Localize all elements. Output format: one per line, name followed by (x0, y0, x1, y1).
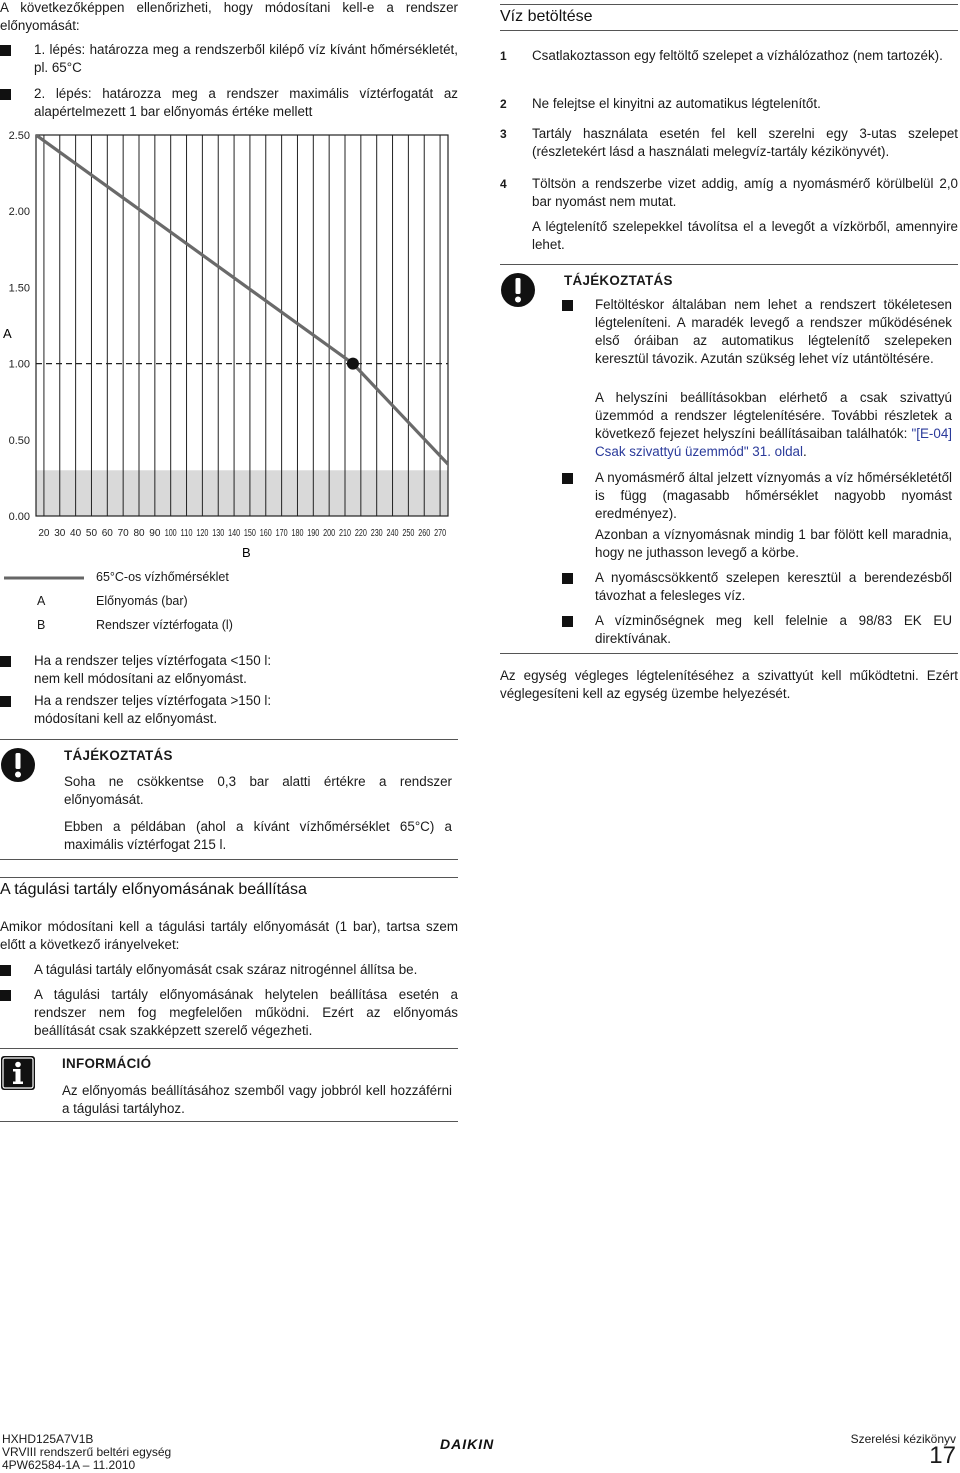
right-section-rule (500, 4, 958, 5)
x-tick-label: 40 (70, 528, 82, 539)
series-line-65c (36, 135, 460, 481)
bullet-square-icon (0, 965, 11, 976)
section-bullet-2: A tágulási tartály előnyomásának helytelen beállítása esetén a rendszer nem fog megfelelően működni. Ezért az előnyomás beállítását csak szakképzett szerelő végezheti. (0, 986, 458, 1040)
rule-above-150: Ha a rendszer teljes víztérfogata >150 l: módosítani kell az előnyomást. (0, 692, 300, 728)
x-tick-label: 170 (275, 528, 288, 539)
x-tick-label: 160 (259, 528, 273, 539)
y-tick-label: 0.50 (8, 434, 30, 447)
daikin-logo: DAIKIN (440, 1436, 495, 1452)
section-rule (0, 877, 458, 878)
x-tick-label: 150 (243, 528, 257, 539)
rule-below-150: Ha a rendszer teljes víztérfogata <150 l: nem kell módosítani az előnyomást. (0, 652, 300, 688)
x-tick-label: 260 (418, 528, 431, 539)
right-notice-bullet-3: A nyomáscsökkentő szelepen keresztül a berendezésből távozhat a felesleges víz. (562, 569, 952, 605)
x-tick-label: 220 (354, 528, 368, 539)
footer-page-number: 17 (929, 1442, 956, 1469)
y-tick-label: 0.00 (8, 511, 30, 523)
info-text: Az előnyomás beállításához szemből vagy jobbról kell hozzáférni a tágulási tartályhoz. (62, 1083, 452, 1116)
x-tick-label: 190 (307, 528, 320, 539)
x-tick-label: 110 (180, 528, 193, 539)
x-tick-label: 120 (196, 528, 209, 539)
right-notice-bottom-rule (500, 653, 958, 654)
y-tick-label: 1.50 (8, 282, 30, 295)
x-tick-label: 180 (291, 528, 304, 539)
bullet-square-icon (0, 89, 11, 100)
chart-y-ticks (9, 130, 30, 523)
footer-unit: VRVIII rendszerű beltéri egység (2, 1445, 172, 1459)
x-tick-label: 100 (164, 528, 178, 539)
info-bottom-rule (0, 1121, 458, 1122)
right-notice-bullet-1b: A helyszíni beállításokban elérhető a csak szivattyú üzemmód a rendszer légtelenítésére. További részletek a következő fejezet helyszíni beállításaiban találhatók: "[E-04] Csak szivattyú üzemmód" 31. oldal. (595, 390, 952, 459)
chart-y-axis-label: A (3, 326, 12, 341)
step-2: 2. lépés: határozza meg a rendszer maximális víztérfogatát az alapértelmezett 1 bar előnyomás értéke mellett (0, 85, 458, 121)
warning-icon (0, 747, 36, 783)
x-tick-label: 200 (323, 528, 336, 539)
bullet-square-icon (562, 573, 573, 584)
max-volume-marker (347, 358, 359, 370)
closing-text: Az egység végleges légtelenítéséhez a szivattyút kell működtetni. Ezért véglegesíteni kell az egység üzembe helyezését. (500, 668, 958, 701)
footer-left (2, 1433, 302, 1472)
x-tick-label: 90 (149, 528, 161, 539)
chart-x-ticks (38, 528, 446, 539)
right-notice-bullet-1: Feltöltéskor általában nem lehet a rendszert tökéletesen légteleníteni. A maradék levegő a rendszer működésének első óráiban az automatikus légtelenítő szelepeken keresztül távozik. Azután szükség lehet víz utántöltésére. (562, 296, 952, 368)
x-tick-label: 20 (38, 528, 50, 539)
pressure-volume-chart (0, 128, 460, 688)
x-tick-label: 240 (386, 528, 399, 539)
right-notice-bullet-2b: Azonban a víznyomásnak mindig 1 bar fölött kell maradnia, hogy ne juthasson levegő a körbe. (595, 527, 952, 560)
legend-line-icon (4, 573, 84, 583)
right-notice-top-rule (500, 264, 958, 265)
x-tick-label: 140 (228, 528, 241, 539)
info-icon (0, 1055, 36, 1091)
section-title-water: Víz betöltése (500, 8, 593, 25)
footer-manual: Szerelési kézikönyv (850, 1432, 956, 1446)
right-notice-title: TÁJÉKOZTATÁS (564, 273, 673, 288)
bullet-square-icon (0, 656, 11, 667)
x-tick-label: 50 (85, 528, 98, 539)
bullet-square-icon (0, 696, 11, 707)
water-step-3: 3 Tartály használata esetén fel kell szerelni egy 3-utas szelepet (részletekért lásd a használati melegvíz-tartály kézikönyvét). (500, 126, 958, 159)
section-intro: Amikor módosítani kell a tágulási tartály előnyomását (1 bar), tartsa szem előtt a következő irányelveket: (0, 919, 458, 952)
right-notice-bullet-4: A vízminőségnek meg kell felelnie a 98/83 EK EU direktívának. (562, 612, 952, 648)
x-tick-label: 130 (212, 528, 225, 539)
info-title: INFORMÁCIÓ (62, 1056, 152, 1071)
y-tick-label: 2.00 (8, 206, 30, 219)
water-step-4-extra: A légtelenítő szelepekkel távolítsa el a levegőt a vízkörből, amennyire lehet. (532, 219, 958, 252)
section-bullet-1: A tágulási tartály előnyomását csak száraz nitrogénnel állítsa be. (0, 961, 458, 979)
x-tick-label: 270 (434, 528, 447, 539)
bullet-square-icon (0, 45, 11, 56)
intro-text: A következőképpen ellenőrizheti, hogy módosítani kell-e a rendszer előnyomását: (0, 0, 458, 33)
water-step-2: 2 Ne felejtse el kinyitni az automatikus légtelenítőt. (500, 96, 821, 111)
x-tick-label: 250 (402, 528, 415, 539)
chart-frame (36, 135, 448, 516)
x-tick-label: 60 (101, 528, 113, 539)
notice-top-rule (0, 739, 458, 740)
right-section-rule-2 (500, 30, 958, 31)
x-tick-label: 80 (133, 528, 145, 539)
warning-icon (500, 272, 536, 308)
right-notice-bullet-2: A nyomásmérő által jelzett víznyomás a víz hőmérsékletétől is függ (magasabb hőmérséklet nagyobb nyomást eredményez). (562, 469, 952, 523)
water-step-1: 1 Csatlakoztasson egy feltöltő szelepet a vízhálózathoz (nem tartozék). (500, 48, 943, 63)
field-setting-link[interactable]: "[E-04] Csak szivattyú üzemmód" 31. oldal (595, 426, 952, 459)
section-title-expansion: A tágulási tartály előnyomásának beállítása (0, 881, 307, 898)
bullet-square-icon (562, 473, 573, 484)
notice-bottom-rule (0, 859, 458, 860)
footer-model: HXHD125A7V1B (2, 1432, 94, 1446)
bullet-square-icon (562, 300, 573, 311)
footer-doc: 4PW62584-1A – 11.2010 (2, 1458, 136, 1472)
x-tick-label: 30 (54, 528, 66, 539)
notice-text-2: Ebben a példában (ahol a kívánt vízhőmérséklet 65°C) a maximális víztérfogat 215 l. (64, 819, 452, 852)
chart-x-axis-label: B (242, 545, 251, 560)
notice-text-1: Soha ne csökkentse 0,3 bar alatti értékre a rendszer előnyomását. (64, 774, 452, 807)
y-tick-label: 1.00 (8, 358, 30, 371)
bullet-square-icon (0, 990, 11, 1001)
x-tick-label: 210 (339, 528, 352, 539)
chart-grid (36, 135, 448, 516)
x-tick-label: 70 (117, 528, 129, 539)
step-1: 1. lépés: határozza meg a rendszerből kilépő víz kívánt hőmérsékletét, pl. 65°C (0, 41, 458, 77)
bullet-square-icon (562, 616, 573, 627)
y-tick-label: 2.50 (8, 130, 30, 142)
notice-title: TÁJÉKOZTATÁS (64, 748, 173, 763)
x-tick-label: 230 (370, 528, 384, 539)
shaded-low-pressure-zone (36, 470, 448, 516)
info-top-rule (0, 1048, 458, 1049)
water-step-4: 4 Töltsön a rendszerbe vizet addig, amíg a nyomásmérő körülbelül 2,0 bar nyomást nem mutat. (500, 176, 958, 209)
